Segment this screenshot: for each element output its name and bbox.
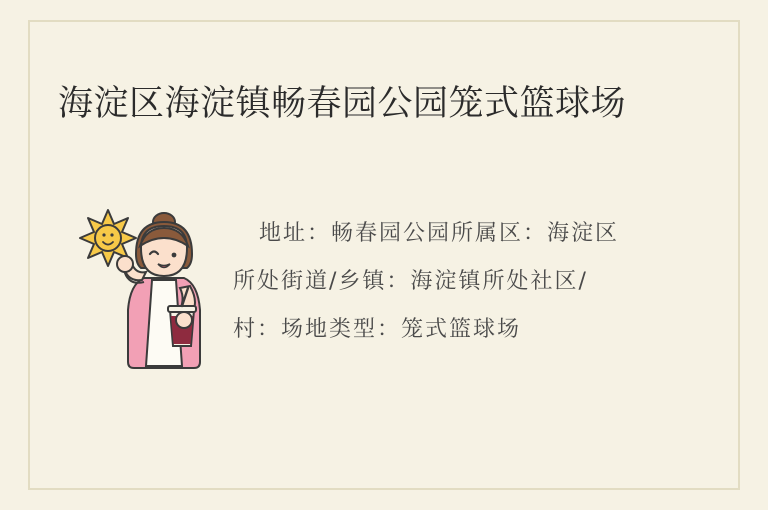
venue-type-label: 场地类型： <box>281 317 402 342</box>
community-label: 所处社区/村： <box>233 269 588 342</box>
district-value: 海淀区 <box>547 221 620 246</box>
venue-type-value: 笼式篮球场 <box>401 317 522 342</box>
street-label: 所处街道/乡镇： <box>233 269 411 294</box>
venue-details <box>233 210 633 354</box>
address-label: 地址： <box>259 221 332 246</box>
girl-with-drink-and-sun-icon <box>78 202 238 392</box>
content-area <box>58 192 708 442</box>
street-value: 海淀镇 <box>410 269 483 294</box>
page-title: 海淀区海淀镇畅春园公园笼式篮球场 <box>58 84 627 125</box>
district-label: 所属区： <box>451 221 548 246</box>
info-card <box>28 20 740 490</box>
address-value: 畅春园公园 <box>331 221 452 246</box>
